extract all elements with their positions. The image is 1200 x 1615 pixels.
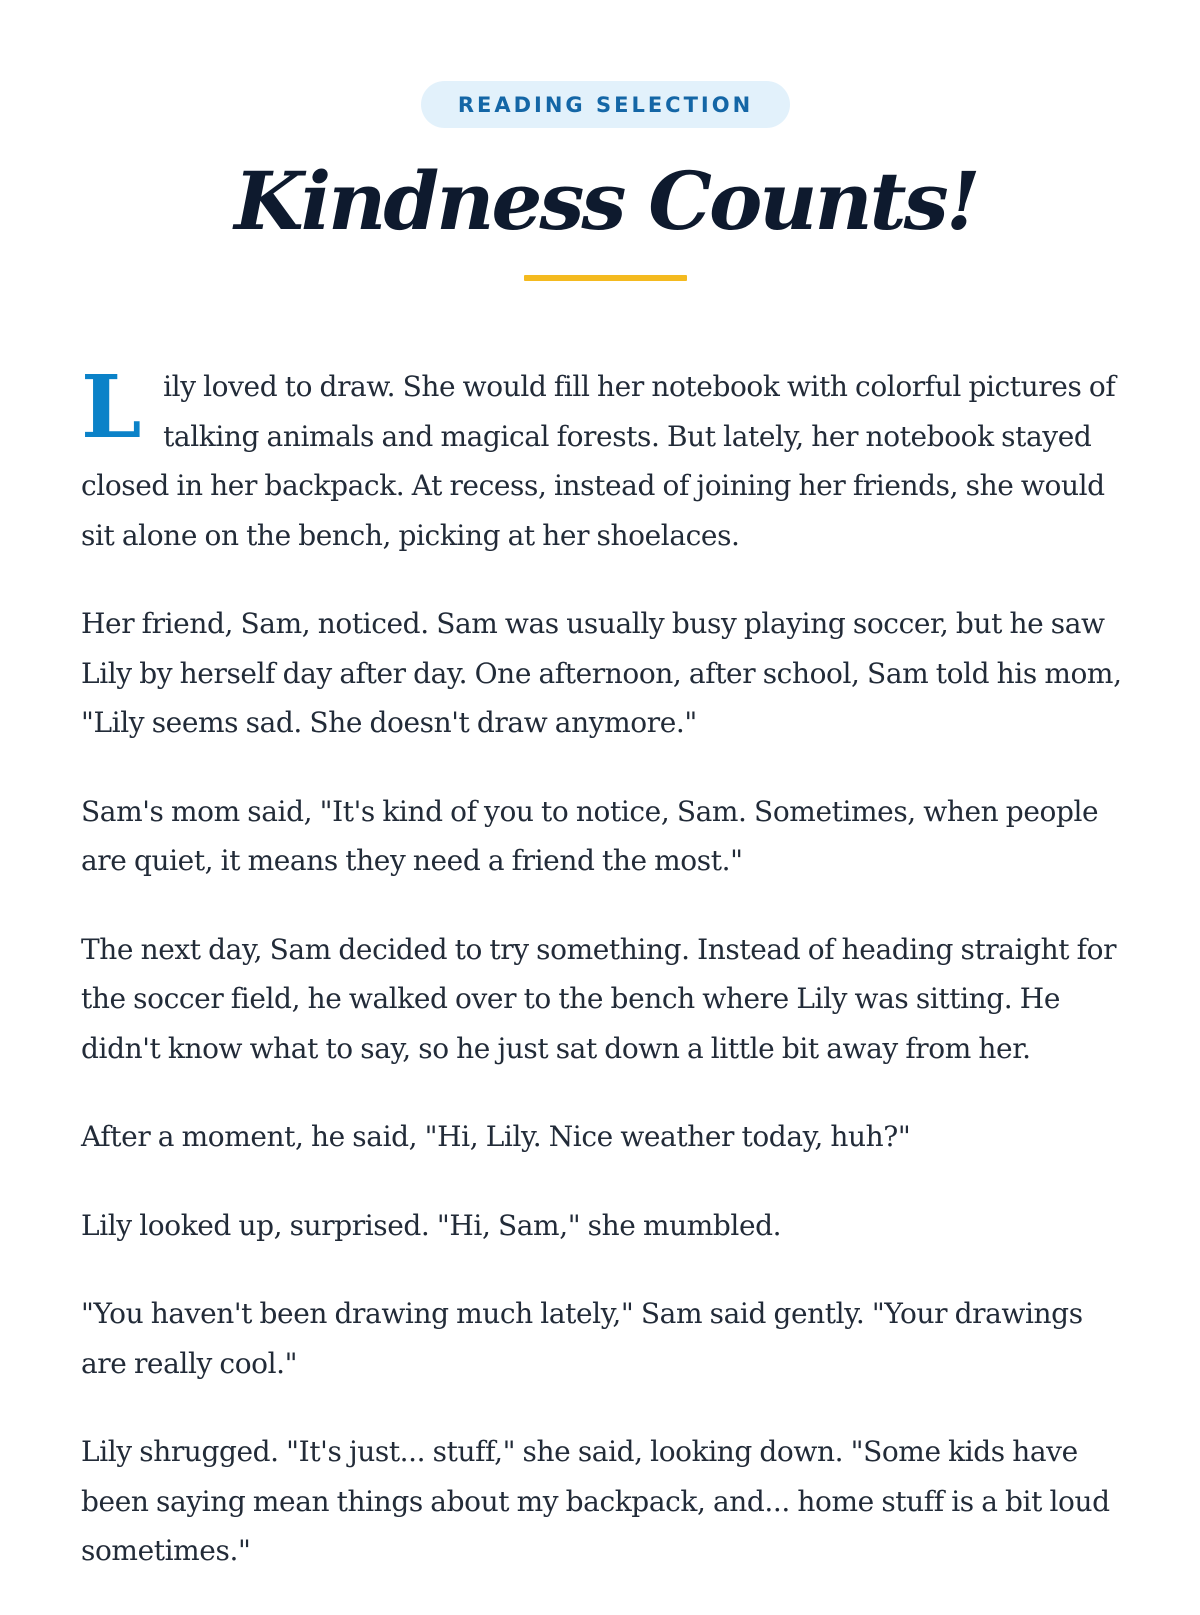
story-paragraph-1-text: ily loved to draw. She would fill her notebook with colorful pictures of talking animals and magical forests. But lately, her notebook stayed closed in her backpack. At recess, instead of joining her friends, she would sit alone on the bench, picking at her shoelaces. [81, 370, 1116, 552]
story-body [81, 357, 1133, 1615]
story-paragraph-4: The next day, Sam decided to try something. Instead of heading straight for the soccer field, he walked over to the bench where Lily was sitting. He didn't know what to say, so he just sat down a little bit away from her. [81, 932, 1117, 1065]
story-title: Kindness Counts! [234, 154, 978, 248]
story-paragraph-1 [81, 357, 1133, 560]
reading-selection-badge: READING SELECTION [421, 81, 790, 128]
story-paragraph-6: Lily looked up, surprised. "Hi, Sam," she mumbled. [81, 1208, 782, 1242]
story-paragraph-7: "You haven't been drawing much lately," Sam said gently. "Your drawings are really cool." [81, 1297, 1083, 1380]
story-paragraph-5: After a moment, he said, "Hi, Lily. Nice weather today, huh?" [81, 1120, 911, 1153]
story-paragraph-3: Sam's mom said, "It's kind of you to notice, Sam. Sometimes, when people are quiet, it means they need a friend the most." [81, 794, 1099, 877]
story-paragraph-2: Her friend, Sam, noticed. Sam was usually busy playing soccer, but he saw Lily by herself day after day. One afternoon, after school, Sam told his mom, "Lily seems sad. She doesn't draw anymore." [81, 607, 1122, 739]
story-paragraph-8: Lily shrugged. "It's just... stuff," she said, looking down. "Some kids have been saying mean things about my backpack, and... home stuff is a bit loud sometimes." [81, 1435, 1110, 1567]
title-underline-divider [524, 275, 687, 281]
drop-cap-letter: L [81, 357, 142, 458]
